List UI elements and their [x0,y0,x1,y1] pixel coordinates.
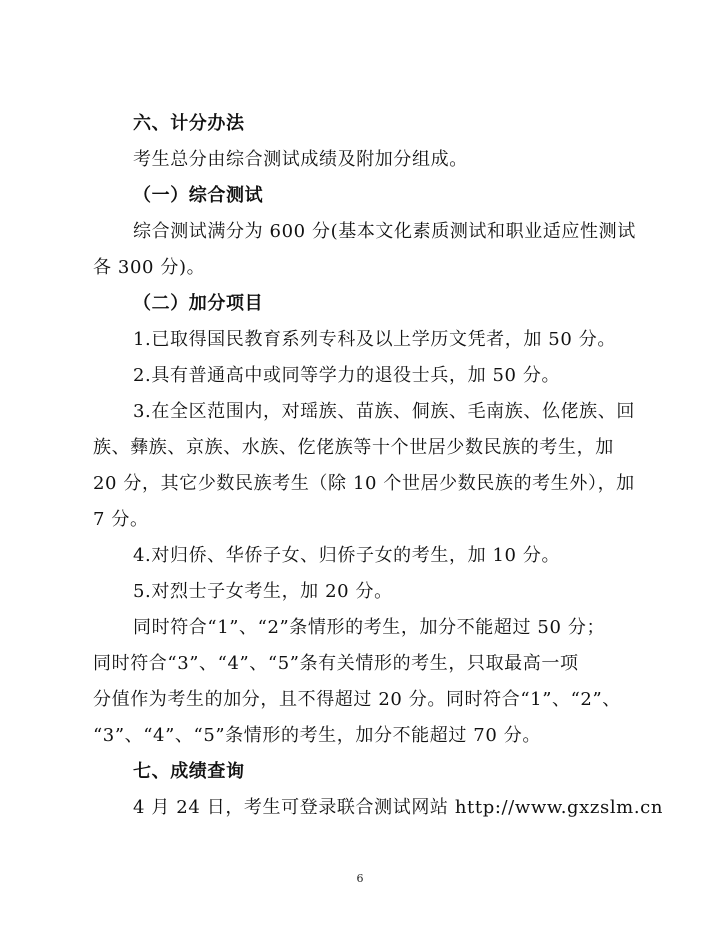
bonus-note-line-1: 同时符合“1”、“2”条情形的考生，加分不能超过 50 分； [133,617,606,638]
bonus-item-3-line-4: 7 分。 [93,509,149,530]
bonus-item-3-line-1: 3.在全区范围内，对瑶族、苗族、侗族、毛南族、仫佬族、回 [133,401,635,422]
bonus-note-line-3: 分值作为考生的加分，且不得超过 20 分。同时符合“1”、“2”、 [93,689,621,710]
subsection-1-body-line-2: 各 300 分)。 [93,257,206,278]
bonus-item-1: 1.已取得国民教育系列专科及以上学历文凭者，加 50 分。 [133,329,616,350]
bonus-item-3-line-2: 族、彝族、京族、水族、仡佬族等十个世居少数民族的考生，加 [93,437,614,458]
subsection-1-heading: （一）综合测试 [133,185,264,206]
subsection-1-body-line-1: 综合测试满分为 600 分(基本文化素质测试和职业适应性测试 [133,221,636,242]
section-7-heading: 七、成绩查询 [133,761,245,782]
bonus-item-4: 4.对归侨、华侨子女、归侨子女的考生，加 10 分。 [133,545,561,566]
bonus-item-3-line-3: 20 分，其它少数民族考生（除 10 个世居少数民族的考生外），加 [93,473,635,494]
bonus-note-line-4: “3”、“4”、“5”条情形的考生，加分不能超过 70 分。 [93,725,541,746]
subsection-2-heading: （二）加分项目 [133,293,264,314]
section-6-intro: 考生总分由综合测试成绩及附加分组成。 [133,149,468,170]
page-number: 6 [356,872,364,885]
section-7-body-line-1: 4 月 24 日，考生可登录联合测试网站 http://www.gxzslm.cn [133,797,664,818]
bonus-note-line-2: 同时符合“3”、“4”、“5”条有关情形的考生，只取最高一项 [93,653,579,674]
section-6-heading: 六、计分办法 [133,113,245,134]
bonus-item-5: 5.对烈士子女考生，加 20 分。 [133,581,393,602]
bonus-item-2: 2.具有普通高中或同等学力的退役士兵，加 50 分。 [133,365,561,386]
